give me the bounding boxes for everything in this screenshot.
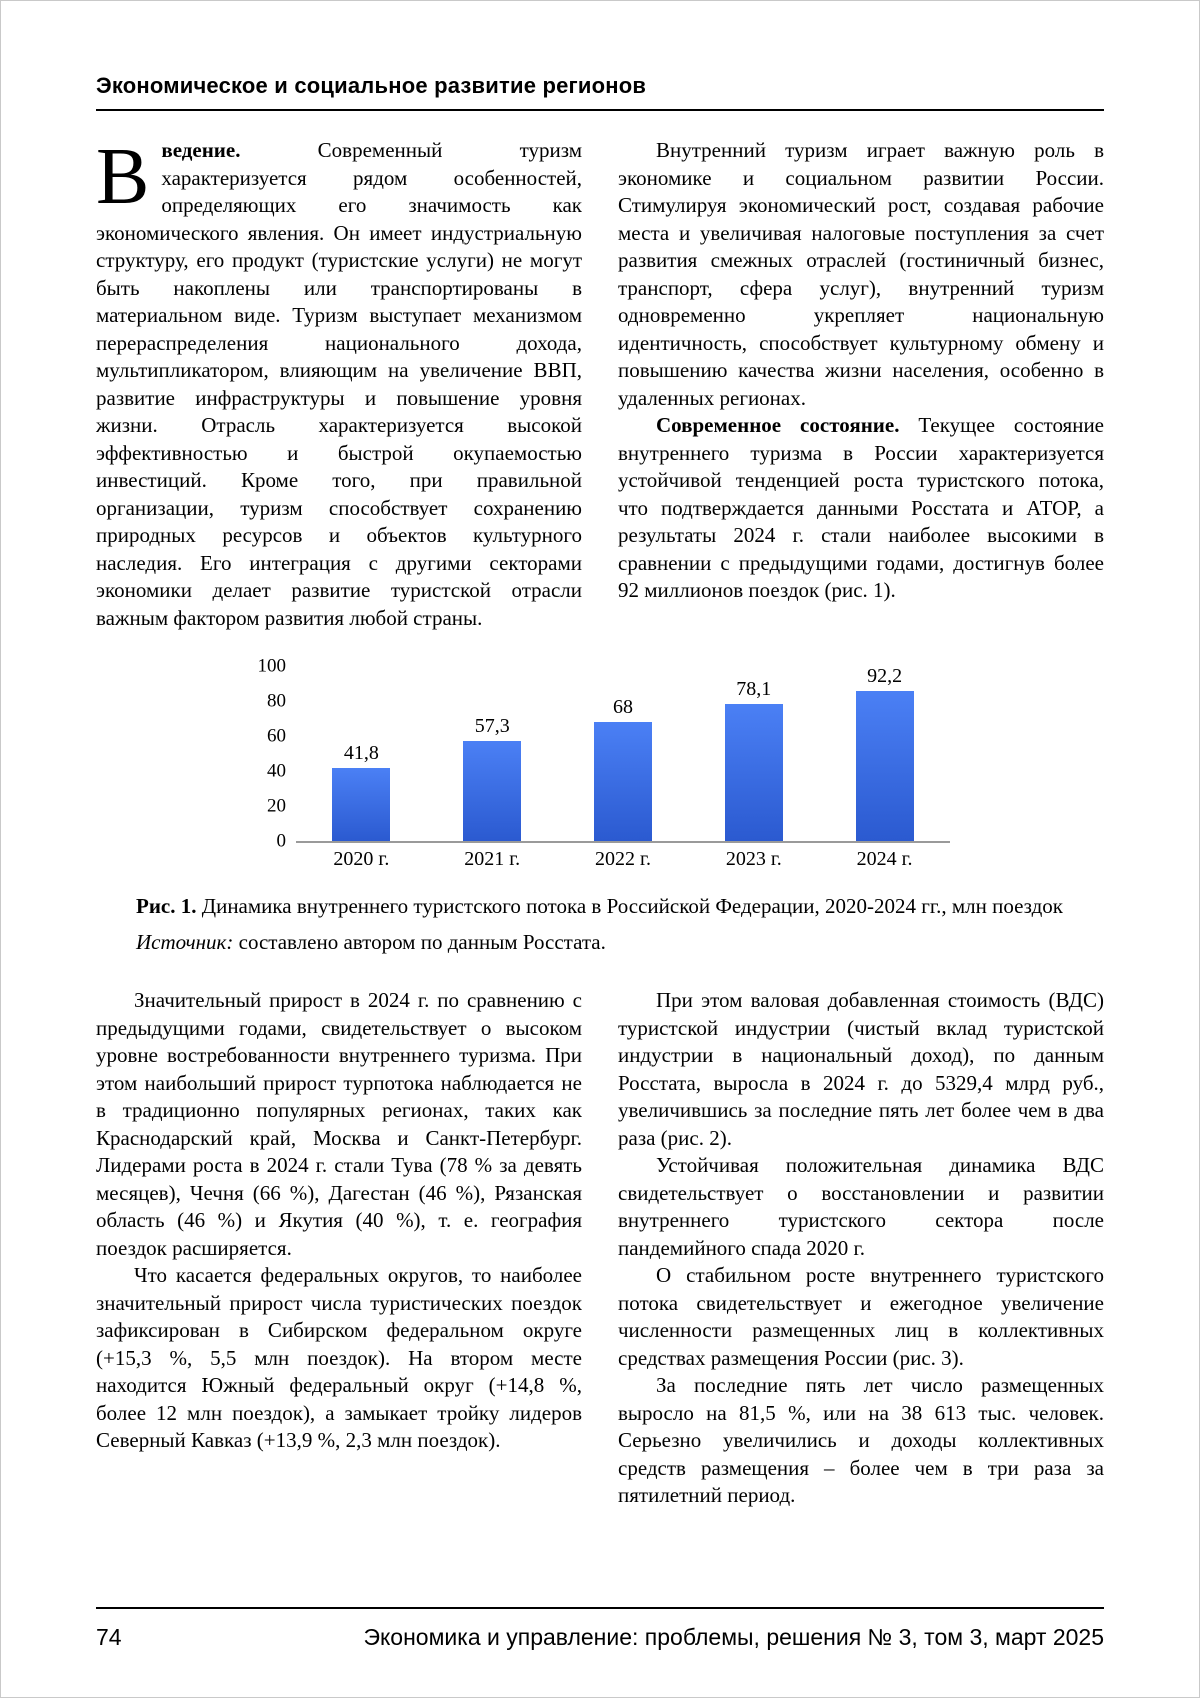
page-number: 74 (96, 1624, 122, 1650)
footer (96, 1607, 1104, 1651)
bar (725, 704, 783, 841)
figure-source-text: составлено автором по данным Росстата. (233, 930, 606, 954)
paragraph-text: Внутренний туризм играет важную роль в экономике и социальном развитии России. Стимулируя экономический рост, создавая рабочие места и увеличивая налоговые поступления за счет развития смежных отраслей (гостиничный бизнес, транспорт, сфера услуг), внутренний туризм одновременно укрепляет национальную идентичность, способствует культурному обмену и повышению качества жизни населения, особенно в удаленных регионах. (618, 138, 1104, 410)
paragraph: О стабильном росте внутреннего туристского потока свидетельствует и ежегодное увеличение численности размещенных лиц в коллективных средствах размещения России (рис. 3). (618, 1263, 1104, 1370)
paragraph: Устойчивая положительная динамика ВДС свидетельствует о восстановлении и развитии внутреннего туристского сектора после пандемийного спада 2020 г. (618, 1153, 1104, 1260)
bar-value-label: 57,3 (474, 714, 510, 737)
y-tick-label: 40 (267, 760, 286, 782)
intro-section (96, 133, 1104, 632)
y-tick-label: 0 (276, 830, 286, 852)
paragraph: За последние пять лет число размещенных выросло на 81,5 %, или на 38 613 тыс. человек. Серьезно увеличились и доходы коллективных средств размещения – более чем в три раза за пятилетний период. (618, 1373, 1104, 1507)
figure-caption-block (96, 891, 1104, 957)
bar-column (688, 666, 819, 841)
paragraph: Значительный прирост в 2024 г. по сравнению с предыдущими годами, свидетельствует о высоком уровне востребованности внутреннего туризма. При этом наибольший прирост турпотока наблюдается не в традиционно популярных регионах, таких как Краснодарский край, Москва и Санкт-Петербург. Лидерами роста в 2024 г. стали Тува (78 % за девять месяцев), Чечня (66 %), Дагестан (46 %), Рязанская область (46 %) и Якутия (40 %), т. е. география поездок расширяется. (96, 988, 582, 1260)
chart-x-labels (296, 848, 950, 871)
y-tick-label: 60 (267, 725, 286, 747)
chart-plot (296, 666, 950, 843)
journal-line: Экономика и управление: проблемы, решения № 3, том 3, март 2025 (363, 1624, 1104, 1650)
running-head (96, 73, 1104, 99)
chart-y-axis (250, 655, 296, 852)
paragraph: При этом валовая добавленная стоимость (ВДС) туристской индустрии (чистый вклад туристской индустрии в национальный доход), по данным Росстата, выросла в 2024 г. до 5329,4 млрд руб., увеличившись за последние пять лет более чем в два раза (рис. 2). (618, 988, 1104, 1150)
bar-value-label: 92,2 (867, 665, 903, 687)
y-tick-label: 80 (267, 690, 286, 712)
y-tick-label: 100 (257, 655, 286, 677)
category-label: 2021 г. (464, 848, 521, 870)
bar (856, 691, 914, 841)
intro-left-column (96, 133, 582, 632)
figure-source-label: Источник: (136, 930, 234, 954)
bar (463, 741, 521, 841)
category-label: 2023 г. (725, 848, 782, 870)
body-left-column (96, 987, 582, 1510)
figure-caption (136, 891, 1104, 921)
running-head-title: Экономическое и социальное развитие регионов (96, 73, 647, 98)
bar-column (558, 666, 689, 841)
header-rule (96, 109, 1104, 111)
paragraph (618, 137, 1104, 412)
category-label: 2022 г. (595, 848, 651, 870)
bar (332, 768, 390, 841)
bar-value-label: 41,8 (343, 741, 379, 764)
bar-column (296, 666, 427, 841)
intro-paragraph (96, 133, 582, 632)
chart-y-spacer (250, 841, 296, 871)
intro-bold-lead: ведение. (161, 138, 241, 162)
bar-column (819, 666, 950, 841)
paragraph-text: Текущее состояние внутреннего туризма в России характеризуется устойчивой тенденцией роста туристского потока, что подтверждается данными Росстата и АТОР, а результаты 2024 г. стали наиболее высокими в сравнении с предыдущими годами, достигнув более 92 миллионов поездок (рис. 1). (618, 413, 1104, 602)
figure-caption-text: Динамика внутреннего туристского потока в Российской Федерации, 2020-2024 гг., млн поездок (196, 894, 1063, 918)
bar-value-label: 78,1 (736, 678, 772, 701)
category-label: 2020 г. (333, 848, 390, 870)
bar-column (427, 666, 558, 841)
body-section (96, 987, 1104, 1510)
paragraph: Что касается федеральных округов, то наиболее значительный прирост числа туристических поездок зафиксирован в Сибирском федеральном округе (+15,3 %, 5,5 млн поездок). На втором месте находится Южный федеральный округ (+14,8 %, более 12 млн поездок), а замыкает тройку лидеров Северный Кавказ (+13,9 %, 2,3 млн поездок). (96, 1263, 582, 1452)
figure-1 (96, 655, 1104, 957)
chart-grid (250, 655, 950, 871)
section-lead: Современное состояние. (656, 413, 900, 437)
bar (594, 722, 652, 841)
bar-value-label: 68 (612, 696, 633, 718)
intro-paragraph-text: Современный туризм характеризуется рядом особенностей, определяющих его значимость как экономического явления. Он имеет индустриальную структуру, его продукт (туристские услуги) не могут быть накоплены или транспортированы в материальном виде. Туризм выступает механизмом перераспределения национального дохода, мультипликатором, влияющим на увеличение ВВП, развитие инфраструктуры и повышение уровня жизни. Отрасль характеризуется высокой эффективностью и быстрой окупаемостью инвестиций. Кроме того, при правильной организации, туризм способствует сохранению природных ресурсов и объектов культурного наследия. Его интеграция с другими секторами экономики делает развитие туристской отрасли важным фактором развития любой страны. (96, 138, 582, 630)
intro-right-column (618, 137, 1104, 632)
dropcap-letter: В (96, 133, 150, 221)
body-right-column (618, 987, 1104, 1510)
y-tick-label: 20 (267, 795, 286, 817)
figure-source (136, 927, 1104, 957)
paragraph (618, 412, 1104, 605)
figure-caption-label: Рис. 1. (136, 894, 197, 918)
figure-1-chart (250, 655, 950, 871)
category-label: 2024 г. (856, 848, 913, 870)
